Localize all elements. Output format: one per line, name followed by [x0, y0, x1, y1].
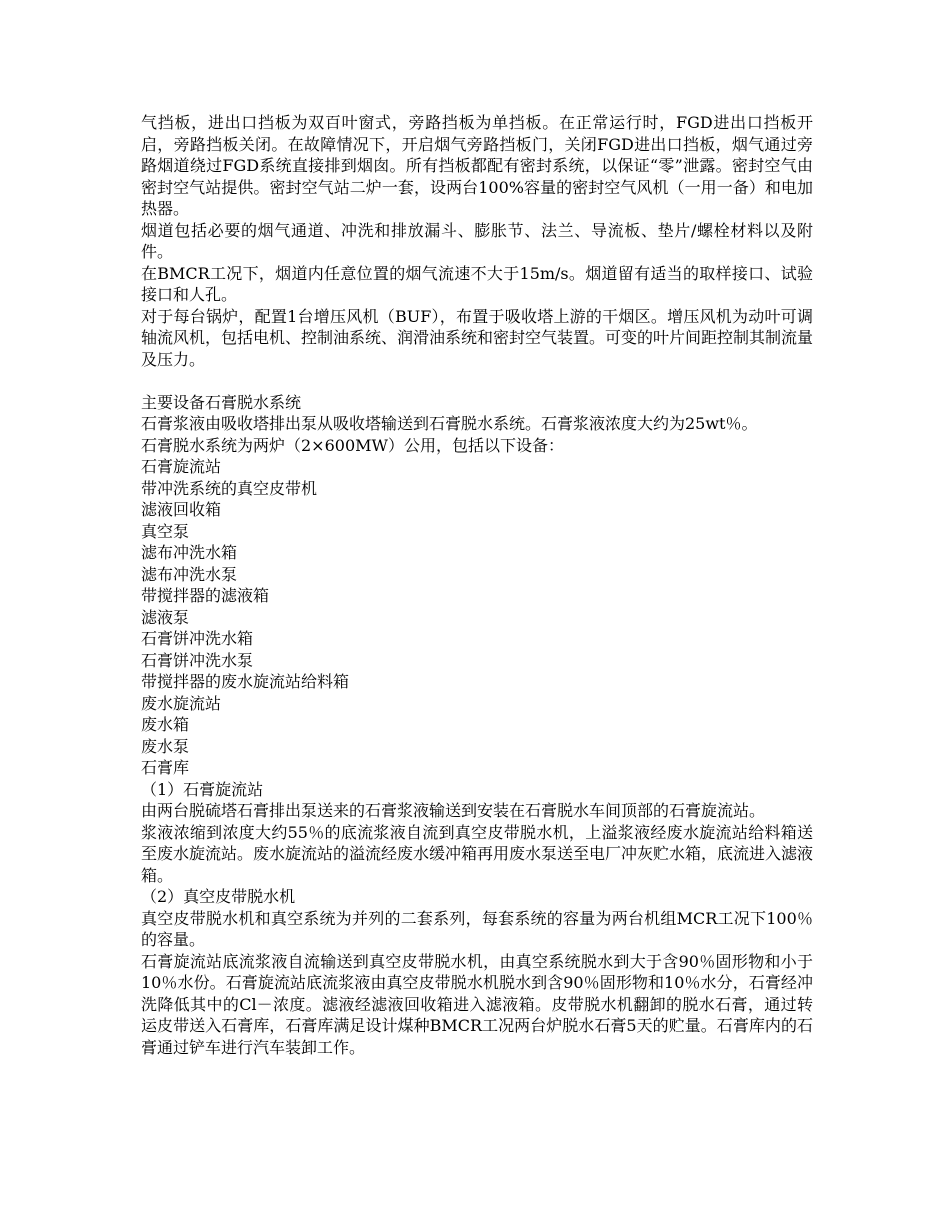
equipment-list — [141, 456, 813, 779]
paragraph-booster-fan: 对于每台锅炉，配置1台增压风机（BUF），布置于吸收塔上游的干烟区。增压风机为动叶可调轴流风机，包括电机、控制油系统、润滑油系统和密封空气装置。可变的叶片间距控制其制流量及压力。 — [141, 306, 814, 369]
paragraph-flue-velocity: 在BMCR工况下，烟道内任意位置的烟气流速不大于15m/s。烟道留有适当的取样接口、试验接口和人孔。 — [141, 263, 813, 304]
list-item: 石膏旋流站 — [141, 457, 222, 476]
blank-line — [141, 370, 813, 392]
list-item: 石膏饼冲洗水泵 — [141, 650, 254, 670]
list-item: 石膏饼冲洗水箱 — [141, 629, 254, 648]
list-item: 滤液回收箱 — [141, 500, 222, 519]
paragraph-belt-filter-capacity: 真空皮带脱水机和真空系统为并列的二套系列，每套系统的容量为两台机组MCR工况下100％的容量。 — [141, 908, 813, 949]
list-item: 废水泵 — [141, 736, 190, 756]
list-item: 滤液泵 — [141, 607, 190, 627]
list-item: 废水旋流站 — [141, 693, 222, 713]
paragraph-belt-filter-process: 石膏旋流站底流浆液自流输送到真空皮带脱水机，由真空系统脱水到大于含90％固形物和小于10％水份。石膏旋流站底流浆液由真空皮带脱水机脱水到含90％固形物和10％水分，石膏经冲洗降低其中的Cl－浓度。滤液经滤液回收箱进入滤液箱。皮带脱水机翻卸的脱水石膏，通过转运皮带送入石膏库，石膏库满足设计煤种BMCR工况两台炉脱水石膏5天的贮量。石膏库内的石膏通过铲车进行汽车装卸工作。 — [141, 951, 813, 1057]
list-item: 带冲洗系统的真空皮带机 — [141, 478, 318, 498]
list-item: 带搅拌器的滤液箱 — [141, 586, 270, 605]
list-item: 石膏库 — [141, 758, 190, 777]
section-heading: 主要设备石膏脱水系统 — [141, 392, 302, 412]
document-page — [141, 112, 813, 1058]
list-item: 真空泵 — [141, 521, 190, 541]
subsection-heading-belt-filter: （2）真空皮带脱水机 — [141, 887, 296, 906]
paragraph-cyclone-underflow: 浆液浓缩到浓度大约55％的底流浆液自流到真空皮带脱水机，上溢浆液经废水旋流站给料箱送至废水旋流站。废水旋流站的溢流经废水缓冲箱再用废水泵送至电厂冲灰贮水箱，底流进入滤液箱。 — [141, 822, 814, 885]
paragraph-equipment-intro: 石膏脱水系统为两炉（2×600MW）公用，包括以下设备： — [141, 435, 564, 455]
list-item: 带搅拌器的废水旋流站给料箱 — [141, 672, 350, 691]
list-item: 滤布冲洗水箱 — [141, 543, 238, 562]
paragraph-duct-components: 烟道包括必要的烟气通道、冲洗和排放漏斗、膨胀节、法兰、导流板、垫片/螺栓材料以及附件。 — [141, 220, 813, 261]
list-item: 废水箱 — [141, 715, 190, 734]
paragraph-damper-description: 气挡板，进出口挡板为双百叶窗式，旁路挡板为单挡板。在正常运行时，FGD进出口挡板开启，旁路挡板关闭。在故障情况下，开启烟气旁路挡板门，关闭FGD进出口挡板，烟气通过旁路烟道绕过FGD系统直接排到烟囱。所有挡板都配有密封系统，以保证“零”泄露。密封空气由密封空气站提供。密封空气站二炉一套，设两台100%容量的密封空气风机（一用一备）和电加热器。 — [141, 113, 813, 218]
paragraph-slurry-concentration: 石膏浆液由吸收塔排出泵从吸收塔输送到石膏脱水系统。石膏浆液浓度大约为25wt％。 — [141, 414, 758, 433]
list-item: 滤布冲洗水泵 — [141, 564, 238, 584]
paragraph-cyclone-feed: 由两台脱硫塔石膏排出泵送来的石膏浆液输送到安装在石膏脱水车间顶部的石膏旋流站。 — [141, 801, 766, 820]
subsection-heading-cyclone: （1）石膏旋流站 — [141, 779, 264, 799]
